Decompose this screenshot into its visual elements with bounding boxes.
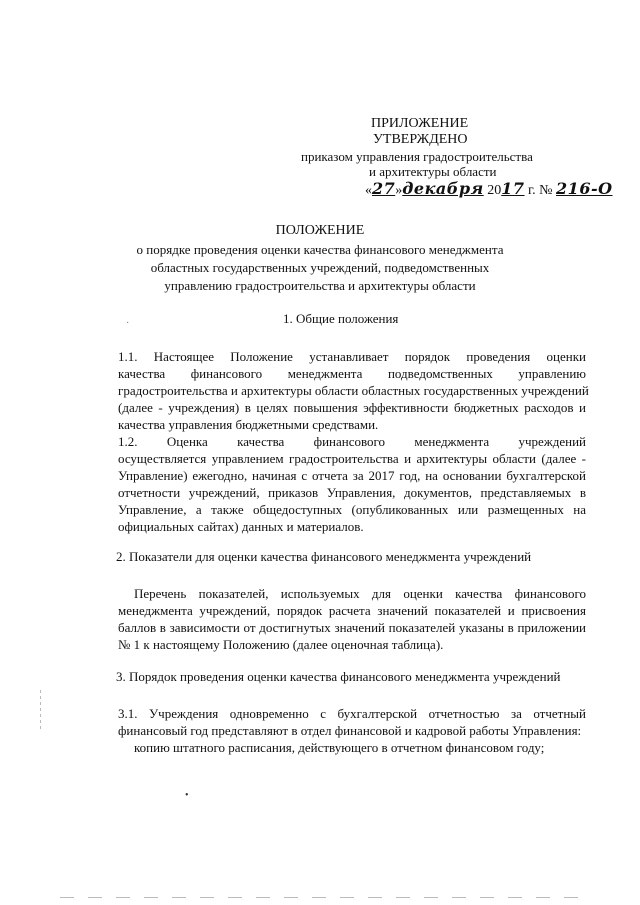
scan-speck: • bbox=[185, 790, 189, 801]
text-line: Перечень показателей, используемых для оценки качества финансового bbox=[134, 586, 586, 601]
date-day: 27 bbox=[372, 179, 396, 198]
document-subtitle-1: о порядке проведения оценки качества финансового менеджмента bbox=[136, 242, 504, 257]
text-line: качества управления бюджетными средствами. bbox=[118, 417, 379, 432]
document-subtitle-2: областных государственных учреждений, подведомственных bbox=[150, 260, 490, 275]
date-close-quote: » bbox=[395, 183, 403, 198]
date-month: декабря bbox=[402, 179, 484, 198]
appendix-label: ПРИЛОЖЕНИЕ bbox=[371, 116, 469, 131]
date-number-label: г. № bbox=[528, 183, 553, 198]
text-line: осуществляется управлением градостроительства и архитектуры области (далее - bbox=[118, 451, 586, 466]
text-line: № 1 к настоящему Положению (далее оценочная таблица). bbox=[118, 637, 444, 652]
text-line: менеджмента учреждений, порядок расчета значений показателей и присвоения bbox=[118, 603, 586, 618]
section-heading-3: 3. Порядок проведения оценки качества финансового менеджмента учреждений bbox=[116, 669, 561, 684]
order-line-1: приказом управления градостроительства bbox=[301, 149, 533, 164]
order-date bbox=[365, 179, 613, 199]
approved-label: УТВЕРЖДЕНО bbox=[373, 132, 468, 147]
text-line: отчетности учреждений, приказов Управления, документов, представляемых в bbox=[118, 485, 586, 500]
text-line: 1.1. Настоящее Положение устанавливает порядок проведения оценки bbox=[118, 349, 586, 364]
order-line-2: и архитектуры области bbox=[369, 164, 497, 179]
section-heading-1: 1. Общие положения bbox=[283, 311, 399, 326]
text-line: (далее - учреждения) в целях повышения эффективности бюджетных расходов и bbox=[118, 400, 586, 415]
document-subtitle-3: управлению градостроительства и архитектуры области bbox=[164, 278, 476, 293]
text-line: Управление) ежегодно, начиная с отчета за 2017 год, на основании бухгалтерской bbox=[118, 468, 586, 483]
text-line: 3.1. Учреждения одновременно с бухгалтерской отчетностью за отчетный bbox=[118, 706, 586, 721]
text-line: градостроительства и архитектуры области областных государственных учреждений bbox=[118, 383, 589, 398]
scan-bottom-edge bbox=[60, 897, 580, 898]
text-line: Управление, а также общедоступных (опубликованных или размещенных на bbox=[118, 502, 586, 517]
text-line: копию штатного расписания, действующего в отчетном финансовом году; bbox=[134, 740, 545, 755]
order-number: 216-О bbox=[556, 179, 613, 198]
section-heading-2: 2. Показатели для оценки качества финансового менеджмента учреждений bbox=[116, 549, 532, 564]
scan-margin-mark bbox=[40, 690, 41, 730]
document-title: ПОЛОЖЕНИЕ bbox=[275, 223, 365, 238]
text-line: финансовый год представляют в отдел финансовой и кадровой работы Управления: bbox=[118, 723, 582, 738]
date-year-prefix: 20 bbox=[487, 183, 502, 198]
scan-speck: · bbox=[126, 318, 130, 329]
date-year: 17 bbox=[501, 179, 525, 198]
text-line: официальных сайтах) данных и материалов. bbox=[118, 519, 364, 534]
text-line: баллов в зависимости от достигнутых значений показателей указаны в приложении bbox=[118, 620, 586, 635]
text-line: 1.2. Оценка качества финансового менеджмента учреждений bbox=[118, 434, 586, 449]
text-line: качества финансового менеджмента подведомственных управлению bbox=[118, 366, 586, 381]
date-open-quote: « bbox=[365, 183, 372, 198]
